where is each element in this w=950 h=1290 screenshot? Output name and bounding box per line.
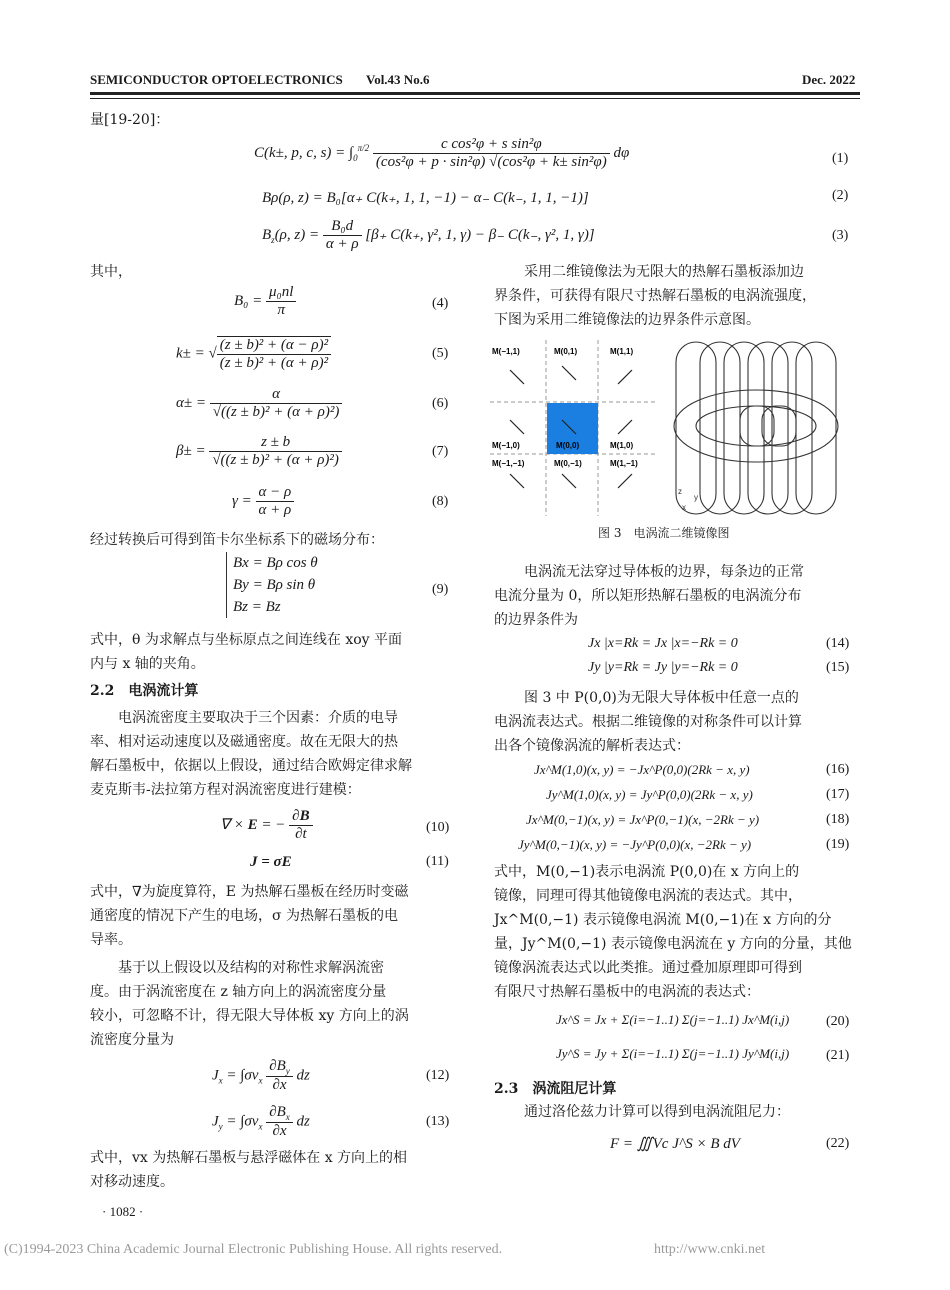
eq-number-2: (2) — [832, 188, 849, 203]
axis-z-label: z — [678, 487, 682, 496]
paragraph-a-4: 麦克斯韦-法拉第方程对涡流密度进行建模： — [90, 782, 361, 798]
paragraph-h-1: 式中，M(0,−1)表示电涡流 P(0,0)在 x 方向上的 — [494, 864, 800, 880]
paragraph-e-2: 界条件，可获得有限尺寸热解石墨板的电涡流强度， — [494, 288, 816, 304]
eq-number-4: (4) — [432, 296, 449, 311]
equation-6: α± = $\frac{\alpha}{\text{√((z ± b)² + (α + ρ)²)}}$ — [176, 386, 342, 421]
paragraph-e-1: 采用二维镜像法为无限大的热解石墨板添加边 — [524, 264, 804, 280]
eq-number-13: (13) — [426, 1114, 450, 1129]
fig-label: M(0,0) — [556, 441, 580, 450]
paragraph-h-5: 镜像涡流表达式以此类推。通过叠加原理即可得到 — [494, 960, 802, 976]
eq-number-9: (9) — [432, 582, 449, 597]
paragraph-g-3: 出各个镜像涡流的解析表达式： — [494, 738, 690, 754]
equation-9c: Bz = Bz — [233, 599, 281, 615]
paragraph-theta-2: 内与 x 轴的夹角。 — [90, 656, 205, 672]
paragraph-d-1: 式中，vx 为热解石墨板与悬浮磁体在 x 方向上的相 — [90, 1150, 408, 1166]
paragraph-f-3: 的边界条件为 — [494, 612, 578, 628]
eq-number-21: (21) — [826, 1048, 850, 1063]
cnki-url[interactable]: http://www.cnki.net — [654, 1242, 766, 1257]
eq-number-7: (7) — [432, 444, 449, 459]
paragraph-b-3: 导率。 — [90, 932, 132, 948]
section-2-2-heading: 2.2 电涡流计算 — [90, 683, 199, 699]
section-2-3-heading: 2.3 涡流阻尼计算 — [494, 1081, 617, 1097]
paragraph-c-1: 基于以上假设以及结构的对称性求解涡流密 — [118, 960, 384, 976]
equation-18: Jx^M(0,−1)(x, y) = Jx^P(0,−1)(x, −2Rk − y) — [526, 812, 760, 827]
mirror-grid-panel — [490, 340, 655, 516]
equation-9b: By = Bρ sin θ — [233, 577, 316, 593]
paragraph-a-3: 解石墨板中，依据以上假设，通过结合欧姆定律求解 — [90, 758, 412, 774]
paragraph-e-3: 下图为采用二维镜像法的边界条件示意图。 — [494, 312, 760, 328]
paragraph-g-2: 电涡流表达式。根据二维镜像的对称条件可以计算 — [494, 714, 802, 730]
eq-number-20: (20) — [826, 1014, 850, 1029]
equation-11: J = σE — [250, 854, 292, 870]
equation-9a: Bx = Bρ cos θ — [233, 555, 318, 571]
fig-label: M(0,1) — [554, 347, 578, 356]
fig-label: M(1,1) — [610, 347, 634, 356]
fig-label: M(1,0) — [610, 441, 634, 450]
eq-number-3: (3) — [832, 228, 849, 243]
fig-label: M(−1,0) — [492, 441, 520, 450]
equation-15: Jy |y=Rk = Jy |y=−Rk = 0 — [588, 660, 738, 675]
eq-number-19: (19) — [826, 837, 850, 852]
paragraph-h-2: 镜像，同理可得其他镜像电涡流的表达式。其中， — [494, 888, 802, 904]
lead-text: 量[19-20]： — [90, 112, 170, 128]
paragraph-b-2: 通密度的情况下产生的电场，σ 为热解石墨板的电 — [90, 908, 399, 924]
figure-3-caption: 图 3 电涡流二维镜像图 — [598, 526, 730, 540]
equation-2: Bρ(ρ, z) = B₀[α₊ C(k₊, 1, 1, −1) − α₋ C(k₋, 1, 1, −1)] — [262, 190, 589, 206]
equation-14: Jx |x=Rk = Jx |x=−Rk = 0 — [588, 636, 738, 651]
equation-12: $J_x = \int\sigma v_x$ $\frac{\partial B_y}{\partial x}$ dz — [212, 1058, 310, 1093]
eq-number-12: (12) — [426, 1068, 450, 1083]
eq-number-22: (22) — [826, 1136, 850, 1151]
equation-7: β± = $\frac{z \pm b}{\text{√((z ± b)² + (α + ρ)²)}}$ — [176, 434, 342, 469]
fig-label: M(−1,1) — [492, 347, 520, 356]
paragraph-a-2: 率、相对运动速度以及磁通密度。故在无限大的热 — [90, 734, 398, 750]
equation-21: Jy^S = Jy + Σ(i=−1..1) Σ(j=−1..1) Jy^M(i,j) — [556, 1046, 790, 1061]
eq-number-5: (5) — [432, 346, 449, 361]
header-rule-thick — [90, 92, 860, 95]
paragraph-h-6: 有限尺寸热解石墨板中的电涡流的表达式： — [494, 984, 760, 1000]
paragraph-h-4: 量，Jy^M(0,−1) 表示镜像电涡流在 y 方向的分量，其他 — [494, 936, 852, 952]
equation-8: γ = $\frac{\alpha - \rho}{\alpha + \rho}$ — [232, 484, 294, 519]
paragraph-theta-1: 式中，θ 为求解点与坐标原点之间连线在 xoy 平面 — [90, 632, 403, 648]
fig-label: M(−1,−1) — [492, 459, 525, 468]
equation-20: Jx^S = Jx + Σ(i=−1..1) Σ(j=−1..1) Jx^M(i,j) — [556, 1012, 790, 1027]
eq-number-16: (16) — [826, 762, 850, 777]
equation-5: k± = √ $\frac{\text{(z ± b)² + (α − ρ)²}}{\text{(z ± b)² + (α + ρ)²}}$ — [176, 336, 331, 372]
copyright-watermark: (C)1994-2023 China Academic Journal Electronic Publishing House. All rights reserved. — [4, 1242, 503, 1257]
fig-label: M(0,−1) — [554, 459, 582, 468]
paragraph-a-1: 电涡流密度主要取决于三个因素：介质的电导 — [118, 710, 398, 726]
fig-label: M(1,−1) — [610, 459, 638, 468]
equation-3: $B_z(\rho$, z) = $\frac{\text{B₀d}}{\alpha + \rho}$ [β₊ C(k₊, γ², 1, γ) − β₋ C(k₋, γ², 1, γ)] — [262, 218, 595, 252]
axis-indicator — [678, 487, 698, 512]
eq-number-10: (10) — [426, 820, 450, 835]
paragraph-f-2: 电流分量为 0，所以矩形热解石墨板的电涡流分布 — [494, 588, 802, 604]
eq-number-14: (14) — [826, 636, 850, 651]
equation-10: ∇ × E = − $\frac{\partial B}{\partial t}$ — [220, 808, 313, 843]
paragraph-g-1: 图 3 中 P(0,0)为无限大导体板中任意一点的 — [524, 690, 799, 706]
qizhong-text: 其中， — [90, 264, 132, 280]
axis-x-label: x — [682, 503, 686, 512]
eq-number-6: (6) — [432, 396, 449, 411]
paragraph-f-1: 电涡流无法穿过导体板的边界，每条边的正常 — [524, 564, 804, 580]
header-rule-thin — [90, 98, 860, 99]
paragraph-convert: 经过转换后可得到笛卡尔坐标系下的磁场分布： — [90, 532, 384, 548]
equation-19: Jy^M(0,−1)(x, y) = −Jy^P(0,0)(x, −2Rk − y) — [518, 837, 752, 852]
eq-number-11: (11) — [426, 854, 449, 869]
paragraph-b-1: 式中，∇为旋度算符，E 为热解石墨板在经历时变磁 — [90, 884, 409, 900]
equation-4: B₀ = $\frac{\text{μ₀nl}}{\pi}$ — [234, 284, 296, 319]
paragraph-h-3: Jx^M(0,−1) 表示镜像电涡流 M(0,−1)在 x 方向的分 — [494, 912, 832, 928]
equation-22: F = ∭Vc J^S × B dV — [610, 1136, 740, 1152]
equation-16: Jx^M(1,0)(x, y) = −Jx^P(0,0)(2Rk − x, y) — [534, 762, 750, 777]
eq-number-17: (17) — [826, 787, 850, 802]
equation-13: $J_y = \int\sigma v_x$ $\frac{\partial B_x}{\partial x}$ dz — [212, 1104, 310, 1139]
figure-3 — [490, 340, 860, 516]
paragraph-d-2: 对移动速度。 — [90, 1174, 174, 1190]
eddy-loops-panel — [674, 342, 838, 514]
axis-y-label: y — [694, 493, 698, 502]
eq-number-18: (18) — [826, 812, 850, 827]
paragraph-c-2: 度。由于涡流密度在 z 轴方向上的涡流密度分量 — [90, 984, 387, 1000]
eq-number-15: (15) — [826, 660, 850, 675]
paragraph-c-4: 流密度分量为 — [90, 1032, 174, 1048]
eq-number-1: (1) — [832, 151, 849, 166]
paragraph-i-1: 通过洛伦兹力计算可以得到电涡流阻尼力： — [524, 1104, 790, 1120]
journal-volume: Vol.43 No.6 — [366, 72, 430, 87]
equation-9 — [226, 552, 318, 618]
journal-date: Dec. 2022 — [802, 72, 856, 87]
equation-1: C(k±, p, c, $s) = \int_0^{\pi/2}$ $\frac{\text{c cos²φ + s sin²φ}}{\text{(cos²φ + p · sin²φ) √(cos²φ + k± sin²φ)}}$ dφ — [254, 136, 630, 170]
journal-name: SEMICONDUCTOR OPTOELECTRONICS — [90, 72, 343, 87]
page-number: · 1082 · — [102, 1204, 144, 1219]
paragraph-c-3: 较小，可忽略不计，得无限大导体板 xy 方向上的涡 — [90, 1008, 409, 1024]
equation-17: Jy^M(1,0)(x, y) = Jy^P(0,0)(2Rk − x, y) — [546, 787, 753, 802]
eq-number-8: (8) — [432, 494, 449, 509]
